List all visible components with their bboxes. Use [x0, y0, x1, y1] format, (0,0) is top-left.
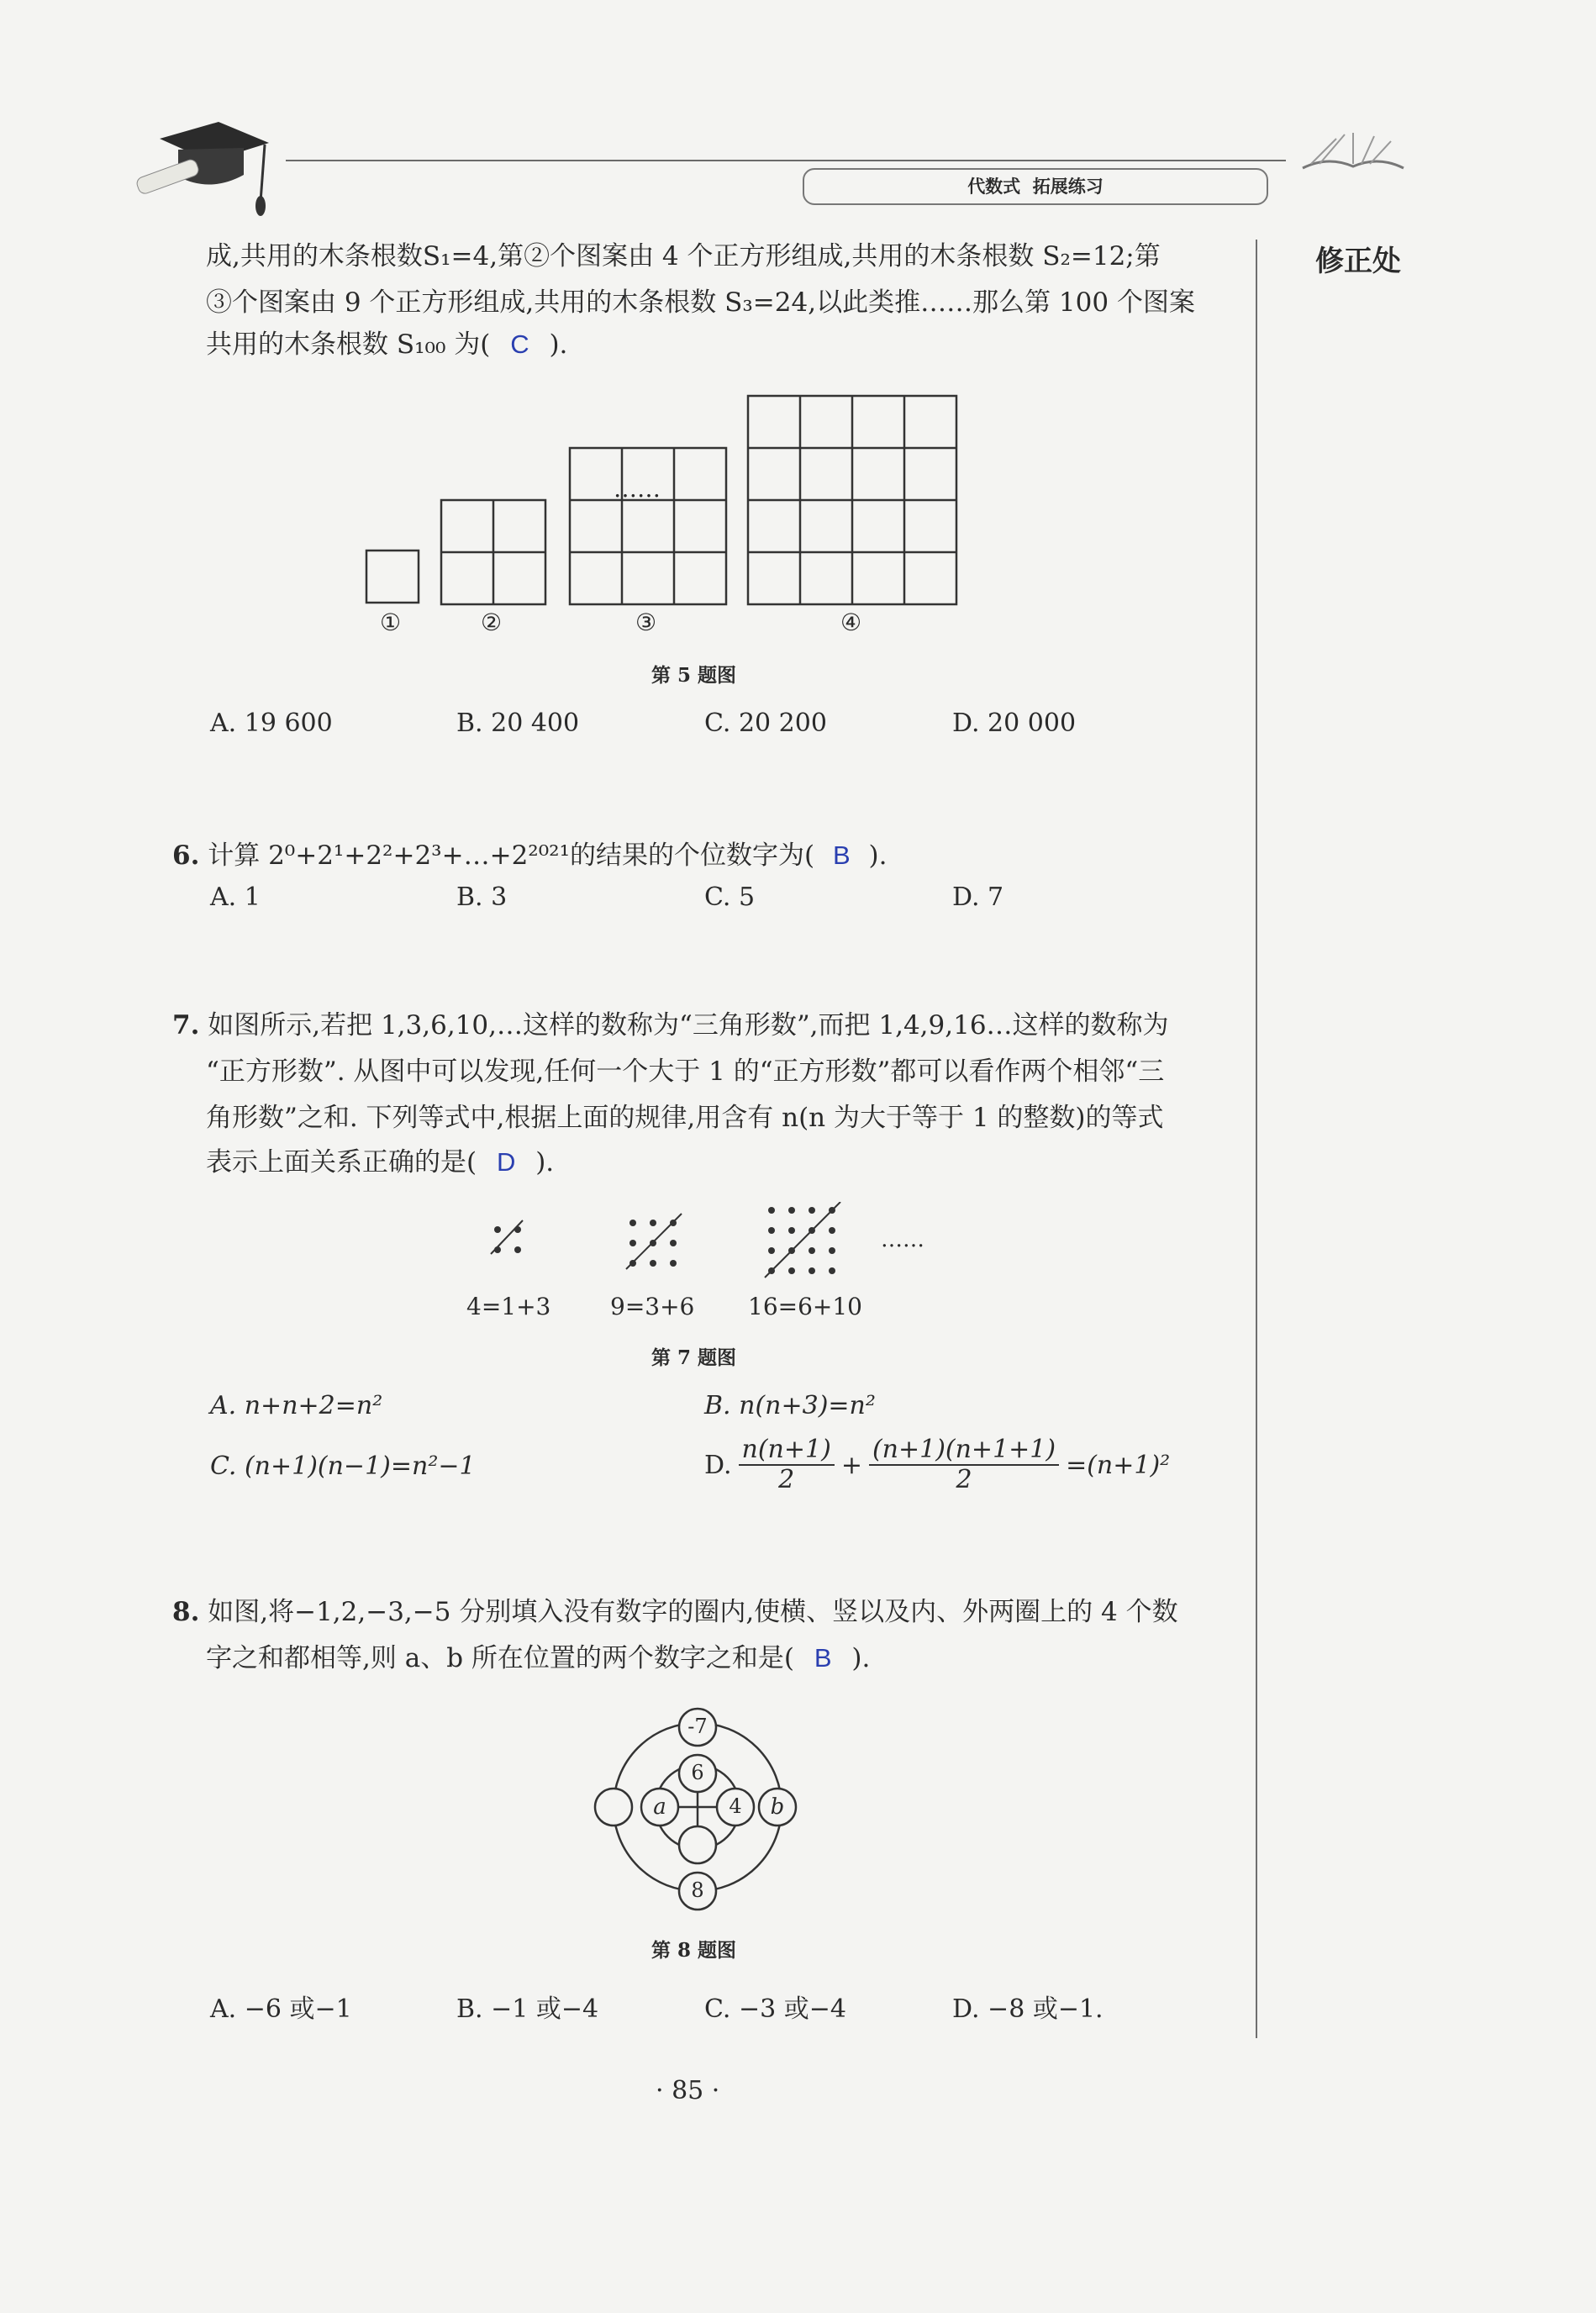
page-number: · 85 ·: [656, 2076, 720, 2105]
q7-choice-d: [704, 1436, 1170, 1494]
q8-circle-bottom-value: 8: [691, 1878, 704, 1902]
q7-label-2: 9=3+6: [610, 1293, 695, 1320]
q5-ellipsis: ……: [614, 475, 661, 503]
q7-line4-pre: 表示上面关系正确的是(: [206, 1147, 477, 1178]
section-banner: [803, 168, 1268, 205]
square-pattern-1: [366, 551, 419, 603]
q5-caption: 第 5 题图: [651, 664, 737, 687]
q6-choice-a: A. 1: [210, 883, 261, 912]
q7-number: 7.: [172, 1010, 200, 1041]
square-pattern-4: [748, 396, 956, 604]
q7-choice-d-plus: +: [840, 1450, 862, 1480]
open-book-icon: [1294, 126, 1412, 177]
q7-line1: [172, 1002, 1169, 1049]
q6-answer: B: [832, 840, 851, 870]
q7-line3: 角形数”之和. 下列等式中,根据上面的规律,用含有 n(n 为大于等于 1 的整数)的等式: [206, 1103, 1164, 1133]
margin-divider: [1256, 240, 1257, 2038]
q8-answer: B: [814, 1643, 832, 1673]
q6-number: 6.: [172, 840, 200, 871]
q7-choice-b: B. n(n+3)=n²: [704, 1391, 876, 1420]
q7-figure: [479, 1202, 866, 1303]
q5-line3: [206, 321, 567, 368]
q8-circle-a: a: [653, 1794, 666, 1820]
q7-line4: [206, 1139, 554, 1186]
q8-line1: [172, 1589, 1178, 1636]
q7-label-3: 16=6+10: [748, 1293, 862, 1320]
q7-choice-d-frac2: [869, 1436, 1059, 1494]
q8-line1-text: 如图,将−1,2,−3,−5 分别填入没有数字的圈内,使横、竖以及内、外两圈上的 4 个数: [208, 1597, 1178, 1627]
q5-label-4: ④: [840, 609, 862, 636]
q7-line2: “正方形数”. 从图中可以发现,任何一个大于 1 的“正方形数”都可以看作两个相邻“三: [206, 1056, 1165, 1087]
q5-label-1: ①: [380, 609, 402, 636]
header-rule: [286, 160, 1286, 161]
q7-choice-d-rhs: =(n+1)²: [1066, 1450, 1171, 1480]
q7-line4-post: ).: [535, 1147, 555, 1178]
q5-line3-pre: 共用的木条根数 S₁₀₀ 为(: [206, 329, 491, 360]
circle-inner-bottom: [679, 1826, 716, 1863]
square-pattern-3: [570, 448, 726, 604]
q7-caption: 第 7 题图: [651, 1346, 737, 1369]
frac2-numerator: (n+1)(n+1+1): [869, 1436, 1059, 1466]
q7-label-1: 4=1+3: [466, 1293, 551, 1320]
frac2-denominator: 2: [956, 1465, 972, 1494]
q6-text-pre: 计算 2⁰+2¹+2²+2³+…+2²⁰²¹的结果的个位数字为(: [208, 840, 815, 871]
square-pattern-2: [441, 500, 545, 604]
q5-choice-b: B. 20 400: [456, 709, 580, 738]
section-label: 代数式 拓展练习: [967, 176, 1104, 197]
q5-line3-post: ).: [549, 329, 568, 360]
q5-line2: ③个图案由 9 个正方形组成,共用的木条根数 S₃=24,以此类推……那么第 100 个图案: [206, 287, 1195, 318]
q5-figure: [361, 387, 1051, 609]
q6-choice-b: B. 3: [456, 883, 508, 912]
frac1-denominator: 2: [778, 1465, 795, 1494]
q8-circle-right-inner-value: 4: [729, 1794, 742, 1818]
q7-answer: D: [496, 1147, 516, 1177]
q8-choice-a: A. −6 或−1: [210, 1994, 352, 2024]
q5-label-3: ③: [635, 609, 657, 636]
q8-choice-c: C. −3 或−4: [704, 1994, 846, 2024]
circle-left-outer: [595, 1789, 632, 1826]
q8-line2-pre: 字之和都相等,则 a、b 所在位置的两个数字之和是(: [206, 1643, 794, 1673]
q8-line2-post: ).: [851, 1643, 871, 1673]
q8-caption: 第 8 题图: [651, 1939, 737, 1962]
frac1-numerator: n(n+1): [739, 1436, 835, 1466]
q5-answer: C: [510, 329, 529, 359]
q6-choice-d: D. 7: [952, 883, 1004, 912]
q8-circle-top-value: -7: [687, 1715, 708, 1738]
q8-circle-inner-top-value: 6: [691, 1761, 704, 1784]
graduation-cap-icon: [126, 109, 277, 227]
q8-line2: [206, 1635, 870, 1682]
q7-line1-text: 如图所示,若把 1,3,6,10,…这样的数称为“三角形数”,而把 1,4,9,16…这样的数称为: [208, 1010, 1169, 1041]
q5-label-2: ②: [481, 609, 503, 636]
q8-choice-d: D. −8 或−1.: [952, 1994, 1104, 2024]
q5-choice-d: D. 20 000: [952, 709, 1077, 738]
q5-line1: 成,共用的木条根数S₁=4,第②个图案由 4 个正方形组成,共用的木条根数 S₂=12;第: [206, 241, 1161, 271]
q6-text-post: ).: [868, 840, 888, 871]
q6-stem: [172, 832, 887, 879]
q8-choice-b: B. −1 或−4: [456, 1994, 599, 2024]
q7-ellipsis: ……: [881, 1227, 924, 1252]
q6-choice-c: C. 5: [704, 883, 756, 912]
q7-choice-a: A. n+n+2=n²: [210, 1391, 383, 1420]
q5-choice-c: C. 20 200: [704, 709, 827, 738]
q7-choice-d-label: D.: [704, 1450, 732, 1480]
correction-label: 修正处: [1315, 245, 1401, 277]
q8-number: 8.: [172, 1597, 200, 1627]
q7-choice-d-frac1: [739, 1436, 835, 1494]
q5-choice-a: A. 19 600: [210, 709, 333, 738]
q8-circle-b: b: [770, 1794, 785, 1820]
q7-choice-c: C. (n+1)(n−1)=n²−1: [210, 1452, 476, 1481]
